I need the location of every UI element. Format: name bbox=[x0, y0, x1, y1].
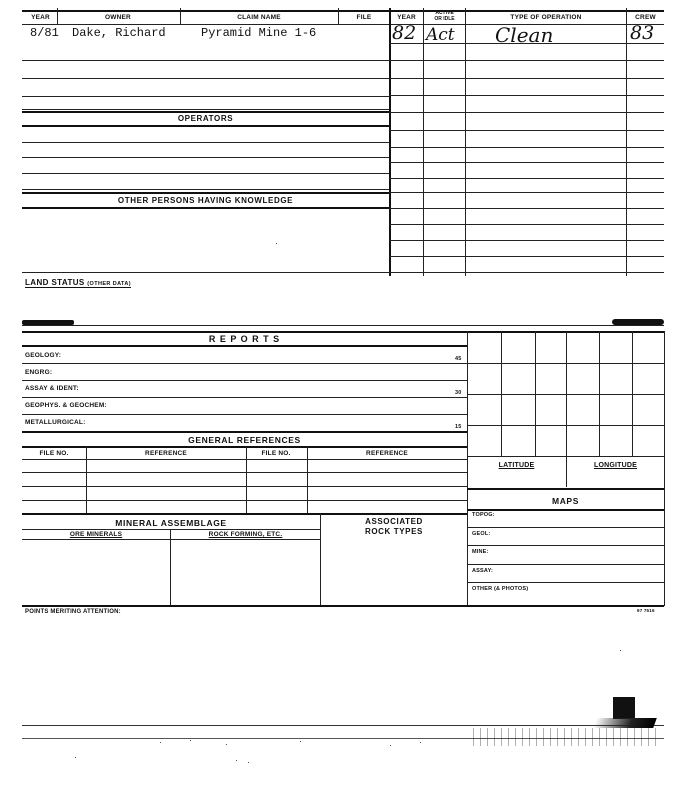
mineral-assemblage-title: MINERAL ASSEMBLAGE bbox=[115, 518, 227, 528]
row1-year: 8/81 bbox=[30, 26, 59, 40]
bottom-rule bbox=[22, 725, 664, 726]
reports-title: R E P O R T S bbox=[208, 334, 281, 344]
report-assay: ASSAY & IDENT: bbox=[25, 385, 79, 392]
report-num-30: 30 bbox=[455, 390, 462, 396]
header-active-line1: ACTIVE bbox=[435, 10, 454, 16]
scan-noise-right bbox=[470, 728, 660, 746]
row1-claim-name: Pyramid Mine 1-6 bbox=[201, 26, 317, 40]
general-references-title: GENERAL REFERENCES bbox=[188, 435, 301, 445]
row1-active-handwritten: Act bbox=[426, 25, 455, 45]
scan-artifact-mark bbox=[613, 697, 635, 719]
report-num-45: 45 bbox=[455, 356, 462, 362]
ref-header-file-no-1: FILE NO. bbox=[39, 450, 69, 457]
maps-geol: GEOL: bbox=[472, 531, 491, 537]
report-metallurgical: METALLURGICAL: bbox=[25, 419, 86, 426]
row1-crew-handwritten: 83 bbox=[630, 22, 655, 44]
latitude-label: LATITUDE bbox=[498, 462, 535, 469]
header-file: FILE bbox=[356, 14, 372, 21]
ref-header-reference-1: REFERENCE bbox=[145, 450, 187, 457]
maps-topog: TOPOG: bbox=[472, 512, 495, 518]
ref-header-reference-2: REFERENCE bbox=[366, 450, 408, 457]
land-status-title: LAND STATUS bbox=[25, 278, 85, 287]
maps-other-photos: OTHER (& PHOTOS) bbox=[472, 586, 529, 592]
points-meriting-attention: POINTS MERITING ATTENTION: bbox=[25, 609, 121, 615]
rock-forming-header: ROCK FORMING, ETC. bbox=[208, 531, 283, 538]
land-status-subtitle: (OTHER DATA) bbox=[87, 281, 131, 287]
header-active-line2: OR IDLE bbox=[434, 16, 455, 22]
scan-artifact-smudge bbox=[593, 718, 657, 728]
report-geology: GEOLOGY: bbox=[25, 352, 62, 359]
associated-line2: ROCK TYPES bbox=[364, 527, 423, 536]
ore-minerals-header: ORE MINERALS bbox=[69, 531, 123, 538]
report-geophys: GEOPHYS. & GEOCHEM: bbox=[25, 402, 107, 409]
header-claim-name: CLAIM NAME bbox=[237, 14, 281, 21]
land-status-label bbox=[25, 278, 131, 288]
associated-line1: ASSOCIATED bbox=[365, 517, 423, 526]
longitude-label: LONGITUDE bbox=[593, 462, 638, 469]
maps-title: MAPS bbox=[552, 496, 579, 506]
row1-owner: Dake, Richard bbox=[72, 26, 166, 40]
report-engrg: ENGRG: bbox=[25, 369, 53, 376]
associated-rock-types bbox=[321, 517, 467, 537]
maps-mine: MINE: bbox=[472, 549, 489, 555]
header-type-of-operation: TYPE OF OPERATION bbox=[510, 14, 582, 21]
header-active-or-idle bbox=[424, 10, 465, 22]
header-year-2: YEAR bbox=[397, 14, 416, 21]
ref-header-file-no-2: FILE NO. bbox=[261, 450, 291, 457]
header-year: YEAR bbox=[31, 14, 50, 21]
row1-operation-handwritten: Clean bbox=[495, 23, 554, 47]
other-persons-title: OTHER PERSONS HAVING KNOWLEDGE bbox=[117, 196, 294, 205]
report-num-15: 15 bbox=[455, 424, 462, 430]
header-crew: CREW bbox=[635, 14, 656, 21]
maps-assay: ASSAY: bbox=[472, 568, 494, 574]
form-number: 97 7516 bbox=[637, 608, 655, 613]
operators-title: OPERATORS bbox=[177, 114, 234, 123]
row1-year-2-handwritten: 82 bbox=[392, 22, 417, 44]
header-owner: OWNER bbox=[105, 14, 131, 21]
